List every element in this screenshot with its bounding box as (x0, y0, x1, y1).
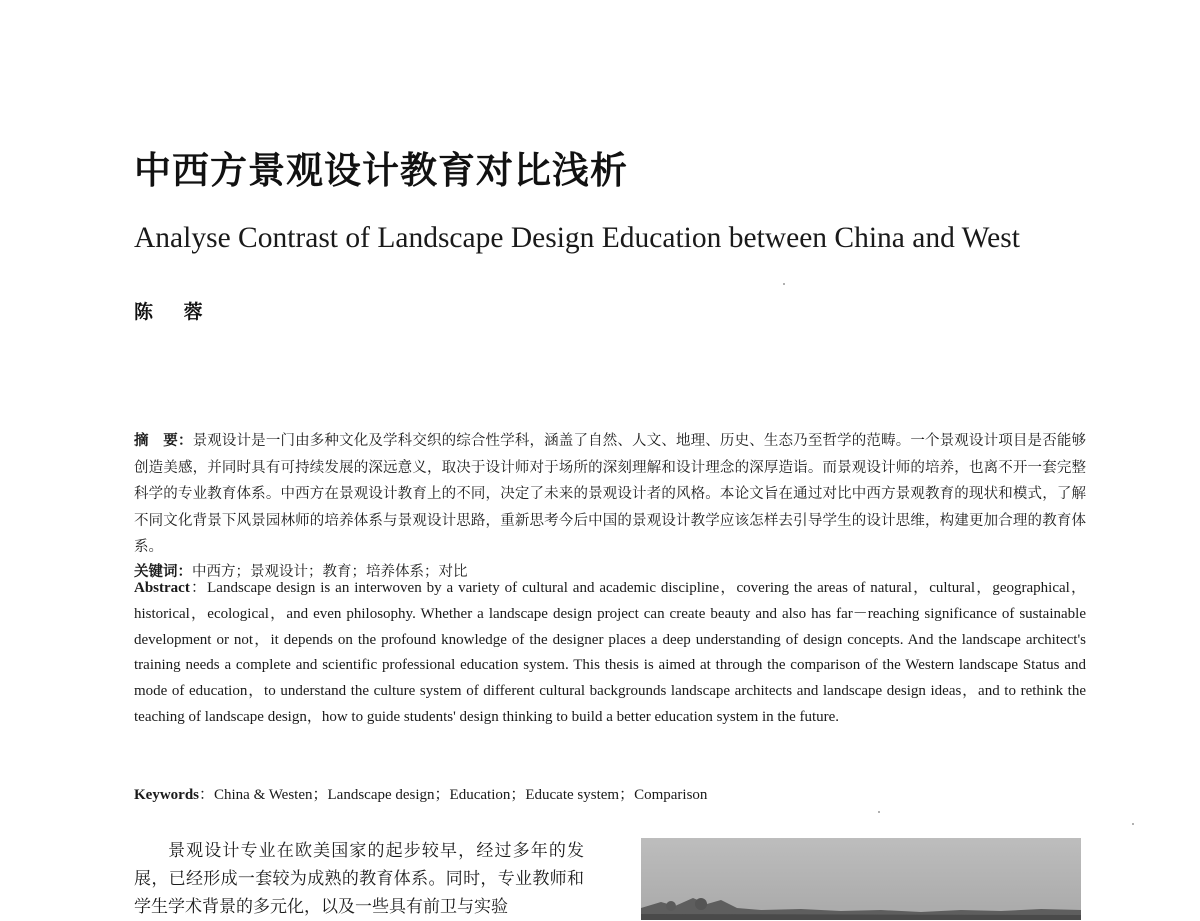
keywords-english-label: Keywords (134, 787, 199, 803)
abstract-chinese (134, 428, 1086, 561)
author-name: 陈 蓉 (134, 301, 215, 323)
abstract-english-text: ：Landscape design is an interwoven by a variety of cultural and academic discipline，covering the areas of natural，cultural，geographical，historical，ecological，and even philosophy. Whether a landscape design project can create beauty and also has far－reaching significance of sustainable development or not，it depends on the profound knowledge of the designer places a deep understanding of design concepts. And the landscape architect's training needs a complete and scientific professional education system. This thesis is aimed at through the comparison of the Western landscape Status and mode of education，to understand the culture system of different cultural backgrounds landscape architects and landscape design ideas，and to rethink the teaching of landscape design，how to guide students' design thinking to build a better education system in the future. (134, 580, 1086, 725)
title-english: Analyse Contrast of Landscape Design Education between China and West (134, 222, 1020, 254)
abstract-english-label: Abstract (134, 580, 190, 596)
keywords-english-text: ：China & Westen；Landscape design；Education；Educate system；Comparison (199, 787, 708, 803)
abstract-chinese-text: 景观设计是一门由多种文化及学科交织的综合性学科，涵盖了自然、人文、地理、历史、生态乃至哲学的范畴。一个景观设计项目是否能够创造美感，并同时具有可持续发展的深远意义，取决于设计师对于场所的深刻理解和设计理念的深厚造诣。而景观设计师的培养，也离不开一套完整科学的专业教育体系。中西方在景观设计教育上的不同，决定了未来的景观设计者的风格。本论文旨在通过对比中西方景观教育的现状和模式，了解不同文化背景下风景园林师的培养体系与景观设计思路，重新思考今后中国的景观设计教学应该怎样去引导学生的设计思维，构建更加合理的教育体系。 (134, 433, 1086, 555)
scan-speck (1132, 823, 1134, 825)
landscape-photo (641, 838, 1081, 920)
scan-speck (878, 811, 880, 813)
body-paragraph: 景观设计专业在欧美国家的起步较早，经过多年的发展，已经形成一套较为成熟的教育体系。同时，专业教师和学生学术背景的多元化，以及一些具有前卫与实验 (134, 841, 584, 917)
keywords-english (134, 783, 1086, 808)
keywords-chinese-text: 中西方；景观设计；教育；培养体系；对比 (192, 564, 468, 580)
title-chinese: 中西方景观设计教育对比浅析 (134, 149, 628, 192)
keywords-chinese-label: 关键词： (134, 564, 192, 580)
scan-speck (783, 283, 785, 285)
abstract-chinese-label: 摘 要： (134, 433, 193, 449)
abstract-english (134, 576, 1086, 731)
landscape-photo-image (641, 838, 1081, 920)
